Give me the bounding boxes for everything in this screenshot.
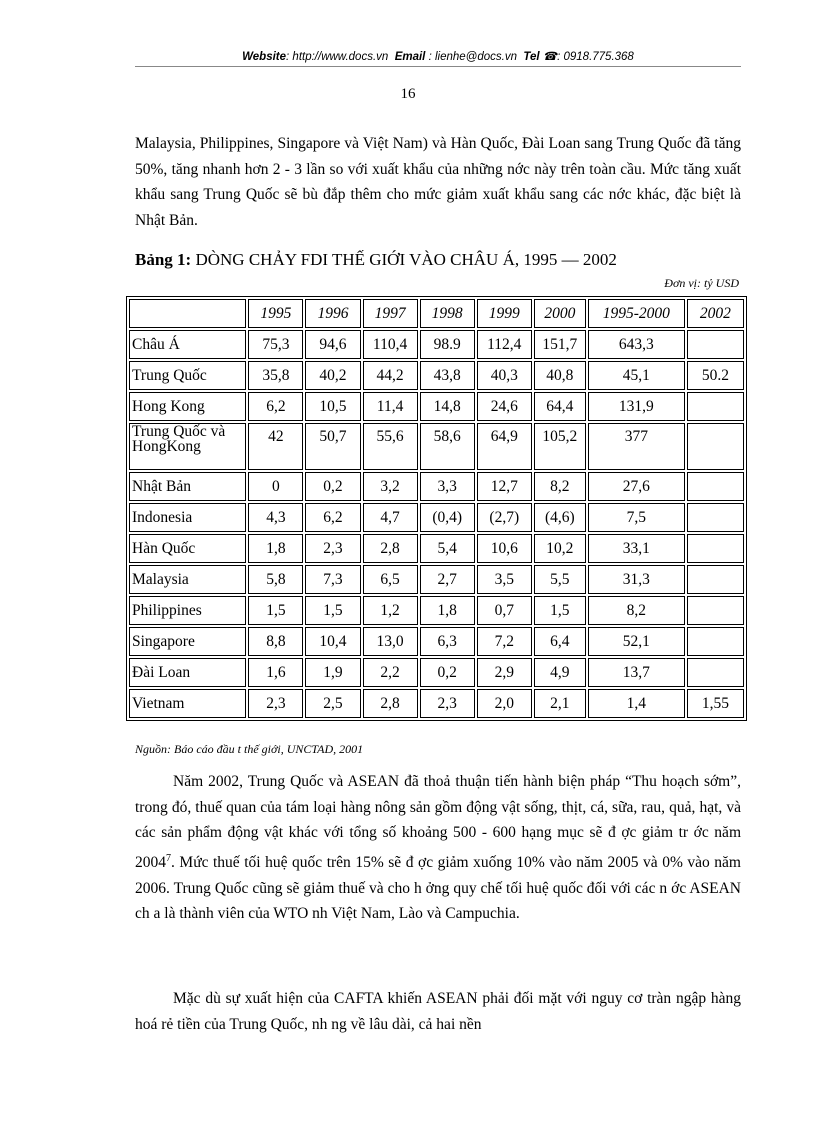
table-header-cell: 1995-2000: [588, 299, 685, 328]
table-cell: 52,1: [588, 627, 685, 656]
table-cell: [687, 503, 744, 532]
table-cell: 3,2: [363, 472, 418, 501]
table-cell: 58,6: [420, 423, 475, 470]
table-cell: 11,4: [363, 392, 418, 421]
email-value: : lienhe@docs.vn: [428, 51, 517, 63]
table-cell: 5,4: [420, 534, 475, 563]
table-cell: 1,55: [687, 689, 744, 718]
table-header-cell: 2000: [534, 299, 586, 328]
table-row: [129, 330, 744, 359]
table-row-label: Hong Kong: [129, 392, 246, 421]
table-cell: 2,2: [363, 658, 418, 687]
table-title-text: DÒNG CHẢY FDI THẾ GIỚI VÀO CHÂU Á, 1995 — 2002: [195, 250, 617, 269]
table-cell: 40,8: [534, 361, 586, 390]
table-cell: 6,5: [363, 565, 418, 594]
table-cell: 2,5: [305, 689, 360, 718]
table-header-row: [129, 299, 744, 328]
table-row-label: Châu Á: [129, 330, 246, 359]
table-header-cell: 1999: [477, 299, 532, 328]
table-cell: 1,5: [534, 596, 586, 625]
table-cell: 4,7: [363, 503, 418, 532]
table-cell: 50.2: [687, 361, 744, 390]
table-cell: 105,2: [534, 423, 586, 470]
table-cell: 13,7: [588, 658, 685, 687]
email-label: Email: [394, 51, 426, 63]
table-cell: 2,0: [477, 689, 532, 718]
table-cell: 0,7: [477, 596, 532, 625]
paragraph-early-harvest-part2: . Mức thuế tối huệ quốc trên 15% sẽ đ ợc giảm xuống 10% vào năm 2005 và 0% vào năm 2006. Trung Quốc cũng sẽ giảm thuế và cho h ởng quy chế tối huệ quốc đối với các n ớc ASEAN ch a là thành viên của WTO nh Việt Nam, Lào và Campuchia.: [135, 853, 741, 923]
website-label: Website: [242, 51, 287, 63]
table-cell: 8,8: [248, 627, 303, 656]
table-title: [135, 250, 617, 270]
table-cell: 1,8: [420, 596, 475, 625]
tel-label: Tel: [523, 51, 540, 63]
table-cell: [687, 658, 744, 687]
table-unit: Đơn vị: tỷ USD: [664, 276, 739, 290]
paragraph-early-harvest: [135, 769, 741, 927]
table-source: Nguồn: Báo cáo đầu t thế giới, UNCTAD, 2001: [135, 742, 364, 756]
table-cell: 10,2: [534, 534, 586, 563]
table-row: [129, 472, 744, 501]
fdi-table: [126, 296, 747, 721]
table-cell: 10,4: [305, 627, 360, 656]
table-row-label: Indonesia: [129, 503, 246, 532]
table-row-label: Đài Loan: [129, 658, 246, 687]
table-cell: 7,3: [305, 565, 360, 594]
table-cell: 0: [248, 472, 303, 501]
table-cell: 377: [588, 423, 685, 470]
table-cell: 2,3: [248, 689, 303, 718]
table-cell: 4,9: [534, 658, 586, 687]
table-header-cell: 1996: [305, 299, 360, 328]
table-cell: [687, 565, 744, 594]
table-cell: 98.9: [420, 330, 475, 359]
tel-value: : 0918.775.368: [557, 51, 634, 63]
table-row: [129, 565, 744, 594]
page-header: [135, 49, 741, 63]
table-cell: 8,2: [534, 472, 586, 501]
table-cell: 43,8: [420, 361, 475, 390]
table-cell: 2,7: [420, 565, 475, 594]
table-cell: 94,6: [305, 330, 360, 359]
table-row-label: Trung Quốc và HongKong: [129, 423, 246, 470]
table-cell: 7,5: [588, 503, 685, 532]
table-cell: [687, 423, 744, 470]
table-cell: 8,2: [588, 596, 685, 625]
table-cell: (2,7): [477, 503, 532, 532]
table-cell: 33,1: [588, 534, 685, 563]
table-cell: [687, 392, 744, 421]
website-value: : http://www.docs.vn: [286, 51, 389, 63]
table-cell: 40,2: [305, 361, 360, 390]
table-row-label: Hàn Quốc: [129, 534, 246, 563]
table-header-cell: 1998: [420, 299, 475, 328]
table-cell: 64,9: [477, 423, 532, 470]
table-cell: [687, 627, 744, 656]
table-row: [129, 658, 744, 687]
table-cell: 55,6: [363, 423, 418, 470]
table-cell: 27,6: [588, 472, 685, 501]
table-row: [129, 503, 744, 532]
table-cell: 14,8: [420, 392, 475, 421]
table-cell: 3,5: [477, 565, 532, 594]
table-cell: 42: [248, 423, 303, 470]
table-cell: 10,5: [305, 392, 360, 421]
table-cell: 112,4: [477, 330, 532, 359]
table-cell: 0,2: [305, 472, 360, 501]
table-cell: 2,8: [363, 689, 418, 718]
table-row: [129, 534, 744, 563]
table-row: [129, 423, 744, 470]
table-cell: 44,2: [363, 361, 418, 390]
table-cell: [687, 472, 744, 501]
table-cell: (0,4): [420, 503, 475, 532]
table-row: [129, 392, 744, 421]
table-label: Bảng 1:: [135, 250, 192, 269]
header-divider: [135, 66, 741, 67]
table-header-cell: [129, 299, 246, 328]
table-cell: 1,4: [588, 689, 685, 718]
paragraph-cafta: Mặc dù sự xuất hiện của CAFTA khiến ASEAN phải đối mặt với nguy cơ tràn ngập hàng hoá rẻ tiền của Trung Quốc, nh ng về lâu dài, cả hai nền: [135, 990, 741, 1033]
table-cell: 151,7: [534, 330, 586, 359]
table-cell: 110,4: [363, 330, 418, 359]
table-cell: [687, 596, 744, 625]
table-cell: 2,9: [477, 658, 532, 687]
table-cell: 0,2: [420, 658, 475, 687]
table-row-label: Singapore: [129, 627, 246, 656]
table-cell: (4,6): [534, 503, 586, 532]
table-cell: 12,7: [477, 472, 532, 501]
table-cell: 2,3: [420, 689, 475, 718]
paragraph-intro: Malaysia, Philippines, Singapore và Việt Nam) và Hàn Quốc, Đài Loan sang Trung Quốc đã tăng 50%, tăng nhanh hơn 2 - 3 lần so với xuất khẩu của những nớc này trên toàn cầu. Mức tăng xuất khẩu sang Trung Quốc sẽ bù đắp thêm cho mức giảm xuất khẩu sang các nớc khác, đặc biệt là Nhật Bản.: [135, 135, 741, 229]
table-cell: 5,8: [248, 565, 303, 594]
table-cell: 31,3: [588, 565, 685, 594]
table-row-label: Philippines: [129, 596, 246, 625]
paragraph-early-harvest-part1: Năm 2002, Trung Quốc và ASEAN đã thoả thuận tiến hành biện pháp “Thu hoạch sớm”, trong đó, thuế quan của tám loại hàng nông sản gồm động vật sống, thịt, cá, sữa, rau, quả, hạt, và các sản phẩm động vật khác với tổng số khoảng 500 - 600 hạng mục sẽ đ ợc giảm tr ớc năm 2004: [135, 773, 741, 871]
table-cell: 10,6: [477, 534, 532, 563]
table-cell: 35,8: [248, 361, 303, 390]
table-cell: 1,9: [305, 658, 360, 687]
table-row: [129, 361, 744, 390]
table-cell: 2,8: [363, 534, 418, 563]
table-row-label: Vietnam: [129, 689, 246, 718]
page-number: 16: [400, 86, 416, 102]
table-cell: 6,2: [305, 503, 360, 532]
table-cell: 2,1: [534, 689, 586, 718]
table-row-label: Nhật Bản: [129, 472, 246, 501]
table-cell: 7,2: [477, 627, 532, 656]
table-cell: 1,2: [363, 596, 418, 625]
table-cell: 13,0: [363, 627, 418, 656]
phone-icon: ☎: [542, 51, 558, 63]
table-header-cell: 1997: [363, 299, 418, 328]
table-cell: 45,1: [588, 361, 685, 390]
table-cell: 64,4: [534, 392, 586, 421]
table-cell: 1,5: [305, 596, 360, 625]
table-cell: 24,6: [477, 392, 532, 421]
table-cell: 50,7: [305, 423, 360, 470]
table-cell: 2,3: [305, 534, 360, 563]
table-cell: 131,9: [588, 392, 685, 421]
footnote-ref: 7: [166, 852, 171, 864]
table-cell: 643,3: [588, 330, 685, 359]
table-cell: 75,3: [248, 330, 303, 359]
table-header-cell: 2002: [687, 299, 744, 328]
table-cell: 3,3: [420, 472, 475, 501]
table-cell: 5,5: [534, 565, 586, 594]
table-row-label: Trung Quốc: [129, 361, 246, 390]
table-cell: 4,3: [248, 503, 303, 532]
table-cell: 40,3: [477, 361, 532, 390]
table-cell: 6,4: [534, 627, 586, 656]
table-cell: [687, 534, 744, 563]
table-cell: 1,6: [248, 658, 303, 687]
table-cell: 6,2: [248, 392, 303, 421]
table-cell: 1,5: [248, 596, 303, 625]
table-row: [129, 596, 744, 625]
table-row: [129, 689, 744, 718]
table-cell: 1,8: [248, 534, 303, 563]
table-header-cell: 1995: [248, 299, 303, 328]
table-row: [129, 627, 744, 656]
table-cell: 6,3: [420, 627, 475, 656]
table-row-label: Malaysia: [129, 565, 246, 594]
table-cell: [687, 330, 744, 359]
